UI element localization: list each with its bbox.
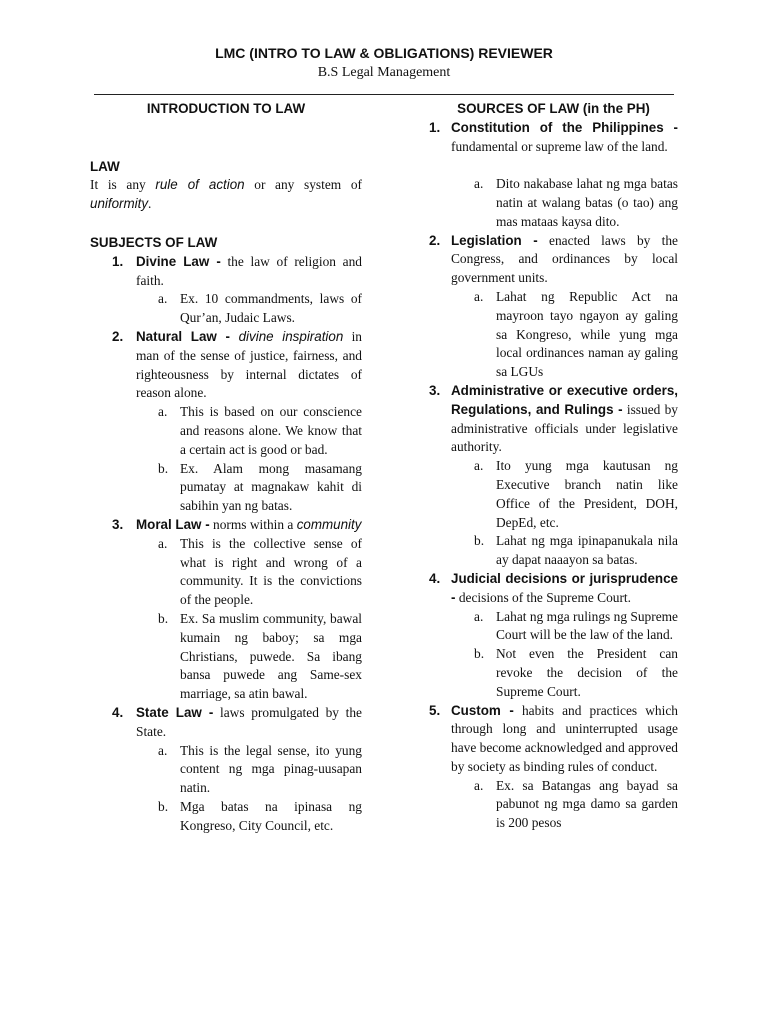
sub-item: a. Lahat ng mga rulings ng Supreme Court will be the law of the land. (474, 608, 678, 643)
sub-item: b. Ex. Sa muslim community, bawal kumain ng baboy; sa mga Christians, puwede. Sa ibang bansa puwede ang Same-sex marriage, sa atin bawal. (158, 610, 362, 702)
sub-item: b. Ex. Alam mong masamang pumatay at magnakaw kahit di sabihin yan ng batas. (158, 460, 362, 514)
list-item-legislation: 2. Legislation - enacted laws by the Congress, and ordinances by local government units. (429, 232, 678, 286)
sub-item: a. This is the legal sense, ito yung content ng mga pinag-uusapan natin. (158, 742, 362, 796)
document-subtitle: B.S Legal Management (317, 65, 451, 80)
list-item-state-law: 4. State Law - laws promulgated by the State. (112, 704, 362, 739)
list-item-judicial: 4. Judicial decisions or jurisprudence - decisions of the Supreme Court. (429, 570, 678, 605)
sub-item: b. Mga batas na ipinasa ng Kongreso, City Council, etc. (158, 798, 362, 833)
right-column (429, 100, 678, 833)
header-divider (94, 94, 674, 95)
sub-item: a. Dito nakabase lahat ng mga batas natin at walang batas (o tao) ang mas mataas kaysa dito. (474, 176, 678, 229)
section-heading-sources: SOURCES OF LAW (in the PH) (457, 101, 650, 116)
sub-item: a. Ex. sa Batangas ang bayad sa pabunot ng mga damo sa garden is 200 pesos (474, 777, 678, 831)
sub-item: a. Lahat ng Republic Act na mayroon tayo ngayon ay galing sa Kongreso, while yung mga local ordinances naman ay galing sa LGUs (474, 288, 678, 380)
sub-item: a. Ito yung mga kautusan ng Executive branch natin like Office of the President, DOH, DepEd, etc. (474, 458, 678, 530)
sub-item: a. Ex. 10 commandments, laws of Qur’an, Judaic Laws. (158, 291, 362, 326)
list-item-constitution: 1. Constitution of the Philippines - fundamental or supreme law of the land. (429, 119, 678, 154)
list-item-natural-law: 2. Natural Law - divine inspiration in man of the sense of justice, fairness, and righteousness by internal dictates of reason alone. (112, 328, 362, 401)
section-heading-introduction: INTRODUCTION TO LAW (146, 101, 306, 116)
subjects-heading: SUBJECTS OF LAW (90, 234, 218, 250)
list-item-custom: 5. Custom - habits and practices which through long and uninterrupted usage have become acknowledged and approved by society as binding rules of conduct. (429, 702, 678, 774)
list-item-administrative: 3. Administrative or executive orders, Regulations, and Rulings - issued by administrative officials under legislative authority. (429, 382, 678, 455)
sub-item: b. Lahat ng mga ipinapanukala nila ay dapat naaayon sa batas. (474, 533, 678, 568)
left-column (90, 100, 362, 835)
list-item-moral-law: 3. Moral Law - norms within a community (112, 516, 362, 532)
sub-item: a. This is the collective sense of what is right and wrong of a community. It is the convictions of the people. (158, 535, 362, 608)
list-item-divine-law: 1. Divine Law - the law of religion and faith. (112, 253, 362, 288)
sub-item: b. Not even the President can revoke the decision of the Supreme Court. (474, 646, 678, 699)
sub-item: a. This is based on our conscience and reasons alone. We know that a certain act is good or bad. (158, 404, 362, 457)
document-title: LMC (INTRO TO LAW & OBLIGATIONS) REVIEWER (215, 45, 553, 61)
law-definition: It is any rule of action or any system of uniformity. (90, 177, 362, 212)
law-heading: LAW (90, 158, 120, 174)
